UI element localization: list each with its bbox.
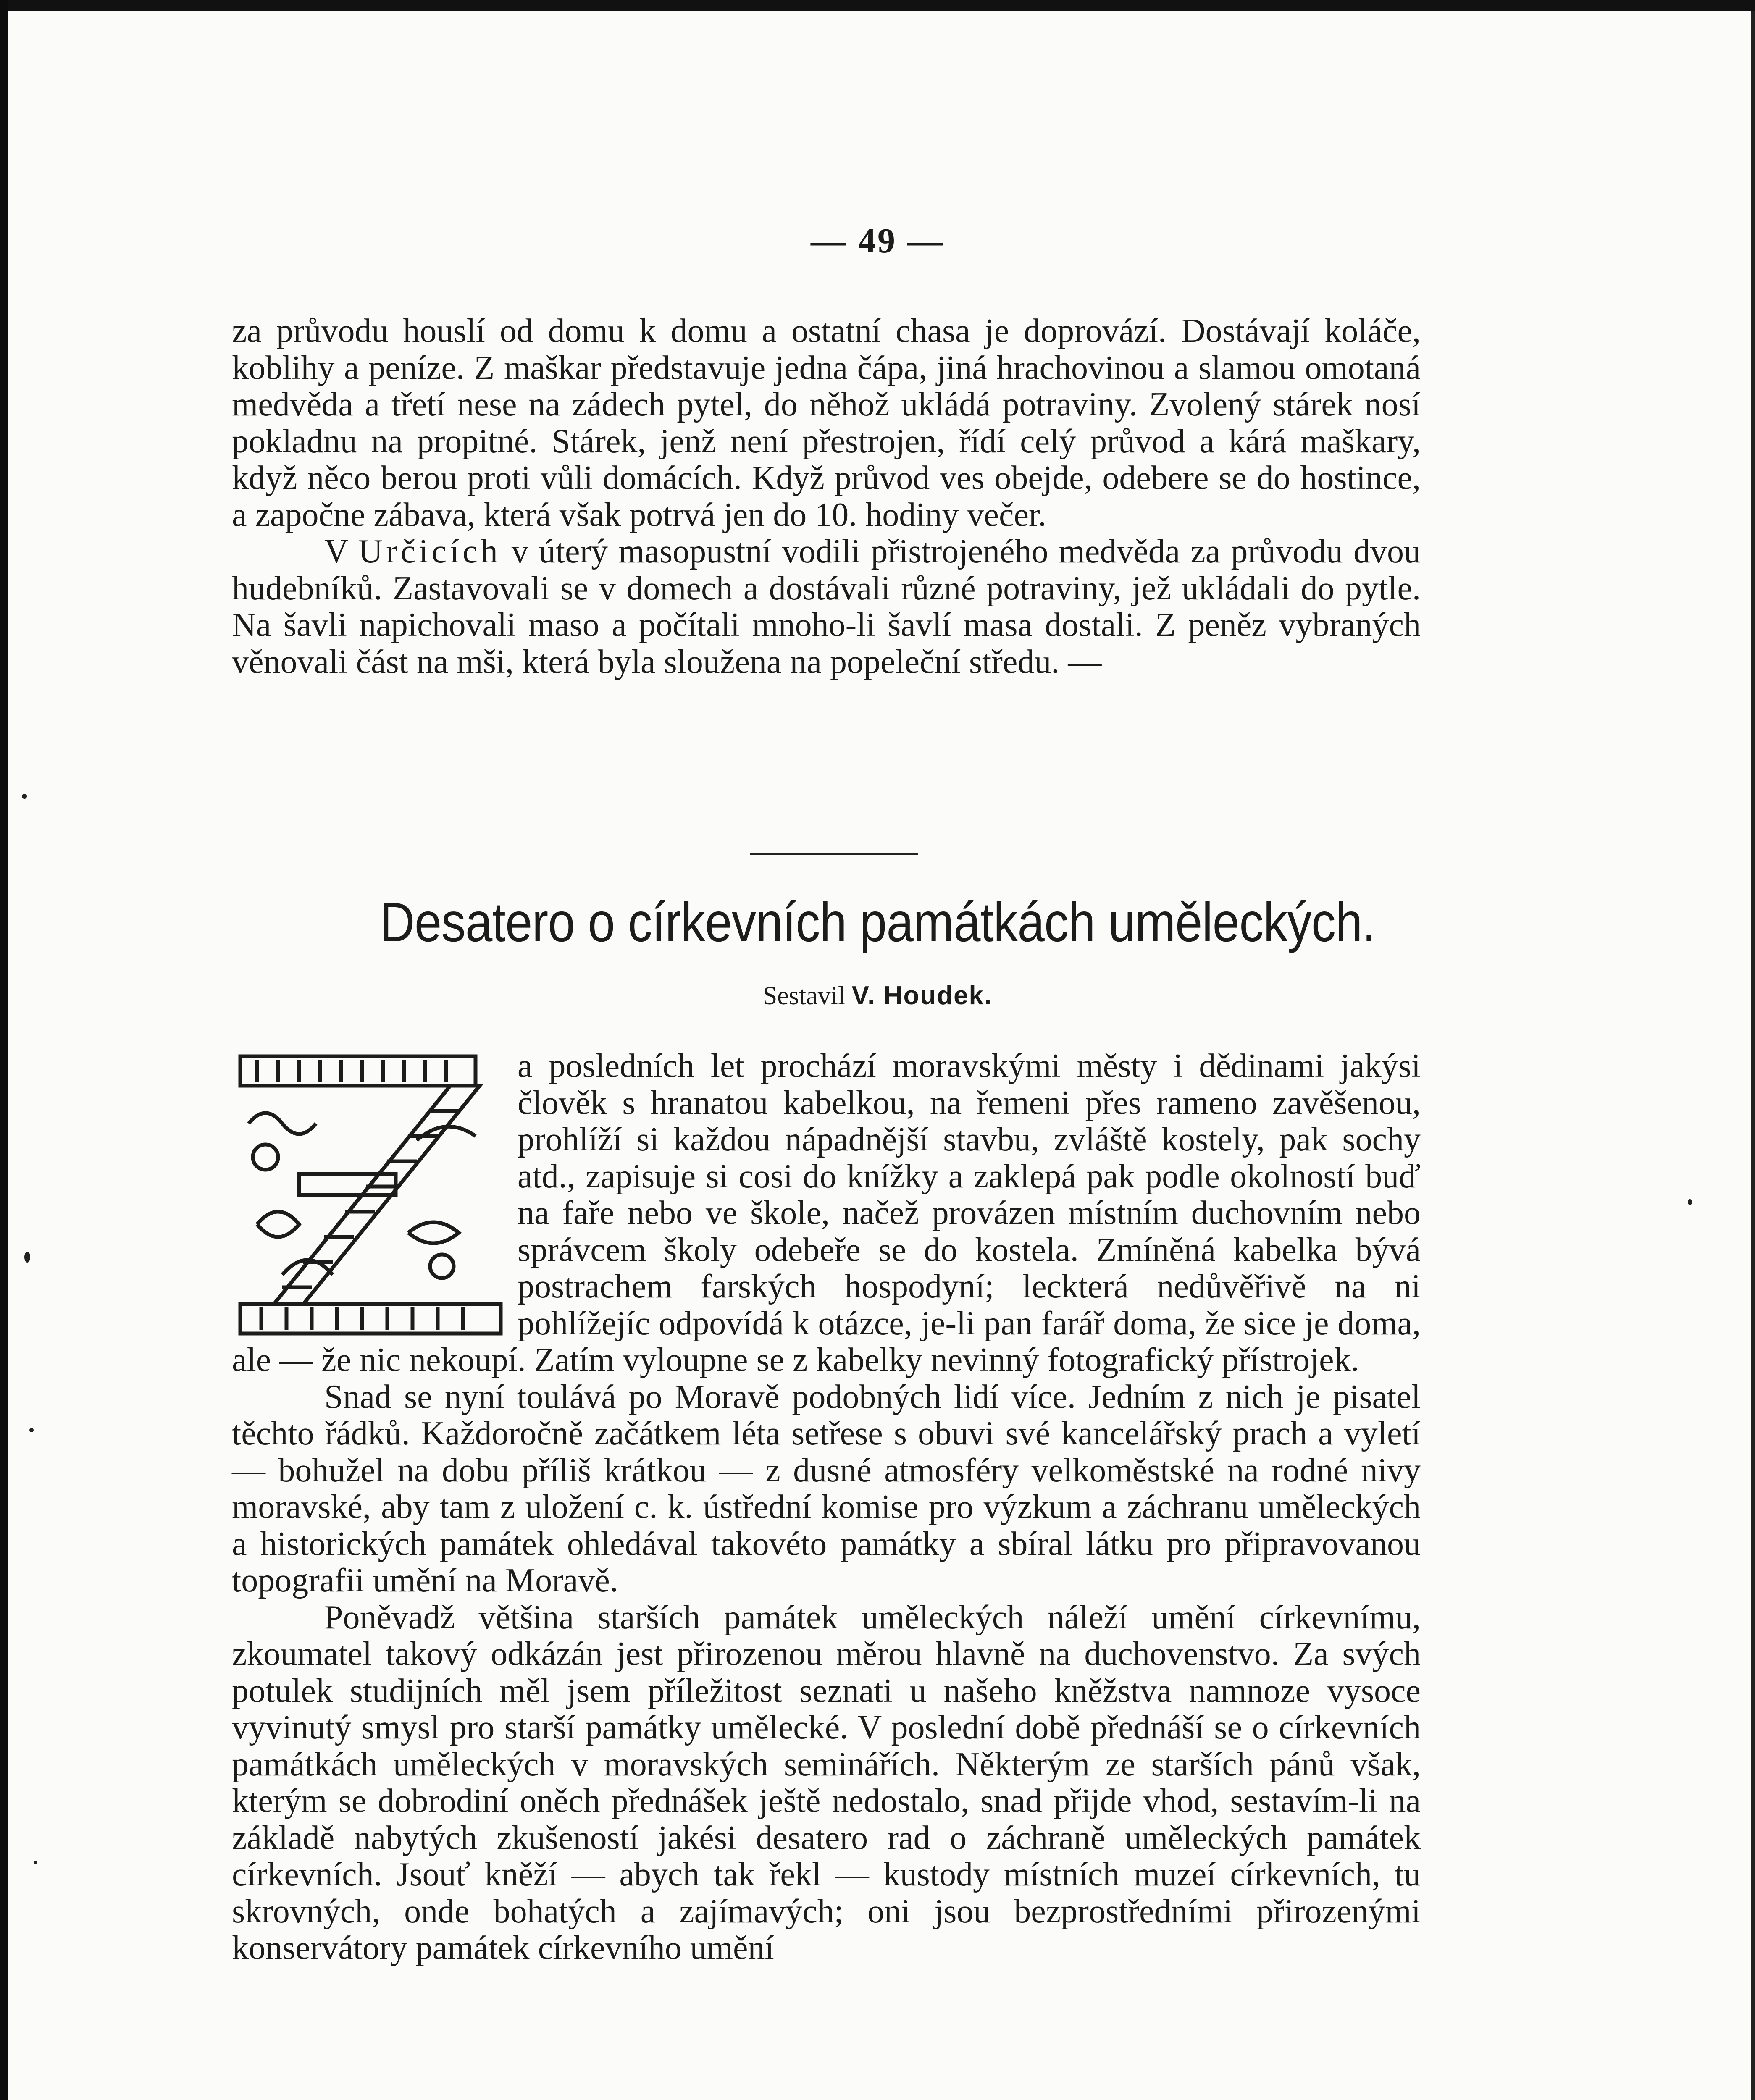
byline-prefix: Sestavil xyxy=(762,982,852,1010)
paragraph-2-lead: V xyxy=(324,533,359,570)
article-body xyxy=(232,1048,1421,1967)
continuation-paragraph-1: za průvodu houslí od domu k domu a ostatní chasa je doprovází. Dostávají koláče, koblihy a peníze. Z maškar představuje jedna čápa, jiná hrachovinou a slamou omotaná medvěda a třetí nese na zádech pytel, do něhož ukládá potraviny. Zvolený stárek nosí pokladnu na propitné. Stárek, jenž není přestrojen, řídí celý průvod a kárá maškary, když něco berou proti vůli domácích. Když průvod ves obejde, odebere se do hostince, a započne zábava, která však potrvá jen do 10. hodiny večer. xyxy=(232,312,1421,533)
article-byline xyxy=(0,981,1755,1011)
scan-speck xyxy=(1688,1199,1692,1205)
continuation-text xyxy=(232,313,1421,680)
place-name-urcice: Určicích xyxy=(358,533,501,570)
scan-speck xyxy=(29,1428,34,1432)
scan-speck xyxy=(22,794,27,799)
article-title: Desatero o církevních památkách uměleckých. xyxy=(379,891,1376,953)
section-divider xyxy=(750,853,918,855)
article-paragraph-1: a posledních let prochází moravskými městy i dědinami jakýsi člověk s hranatou kabelkou, na řemeni přes rameno zavěšenou, prohlíží si každou nápadnější stavbu, zvláště kostely, pak sochy atd., zapisuje si cosi do knížky a zaklepá pak podle okolností buď na faře nebo ve škole, načež provázen místním duchovním nebo správcem školy odebeře se do kostela. Zmíněná kabelka bývá postrachem farských hospodyní; leckterá nedůvěřivě na ni pohlížejíc odpovídá k otázce, je-li pan farář doma, že sice je doma, ale — že nic nekoupí. Zatím vyloupne se z kabelky nevinný fotografický přístrojek. xyxy=(232,1047,1421,1378)
scan-speck xyxy=(34,1861,37,1864)
continuation-paragraph-2 xyxy=(232,533,1421,680)
ornamental-initial-z-icon xyxy=(232,1048,509,1342)
page-number: — 49 — xyxy=(811,221,944,260)
paragraph-2-rest: v úterý masopustní vodili přistrojeného medvěda za průvodu dvou hudebníků. Zastavovali se v domech a dostávali různé potraviny, jež ukládali do pytle. Na šavli napichovali maso a počítali mnoho-li šavlí masa dostali. Z peněz vybraných věnovali část na mši, která byla sloužena na popeleční středu. — xyxy=(232,533,1421,680)
ornamental-initial xyxy=(232,1048,509,1342)
article-paragraph-2: Snad se nyní toulává po Moravě podobných lidí více. Jedním z nich je pisatel těchto řádků. Každoročně začátkem léta setřese s obuvi své kancelářský prach a vyletí — bohužel na dobu příliš krátkou — z dusné atmosféry velkoměstské na rodné nivy moravské, aby tam z uložení c. k. ústřední komise pro výzkum a záchranu uměleckých a historických památek ohledával takovéto památky a sbíral látku pro připravovanou topografii umění na Moravě. xyxy=(232,1378,1421,1599)
article-paragraph-3: Poněvadž většina starších památek uměleckých náleží umění církevnímu, zkoumatel takový odkázán jest přirozenou měrou hlavně na duchovenstvo. Za svých potulek studijních měl jsem příležitost seznati u našeho kněžstva namnoze vysoce vyvinutý smysl pro starší památky umělecké. V poslední době přednáší se o církevních památkách uměleckých v moravských seminářích. Některým ze starších pánů však, kterým se dobrodiní oněch přednášek ještě nedostalo, snad přijde vhod, sestavím-li na základě nabytých zkušeností jakési desatero rad o záchraně uměleckých památek církevních. Jsouť kněží — abych tak řekl — kustody místních muzeí církevních, tu skrovných, onde bohatých a zajímavých; oni jsou bezprostředními přirozenými konservátory památek církevního umění xyxy=(232,1599,1421,1966)
byline-author: V. Houdek. xyxy=(851,981,993,1010)
scan-speck xyxy=(24,1252,30,1263)
